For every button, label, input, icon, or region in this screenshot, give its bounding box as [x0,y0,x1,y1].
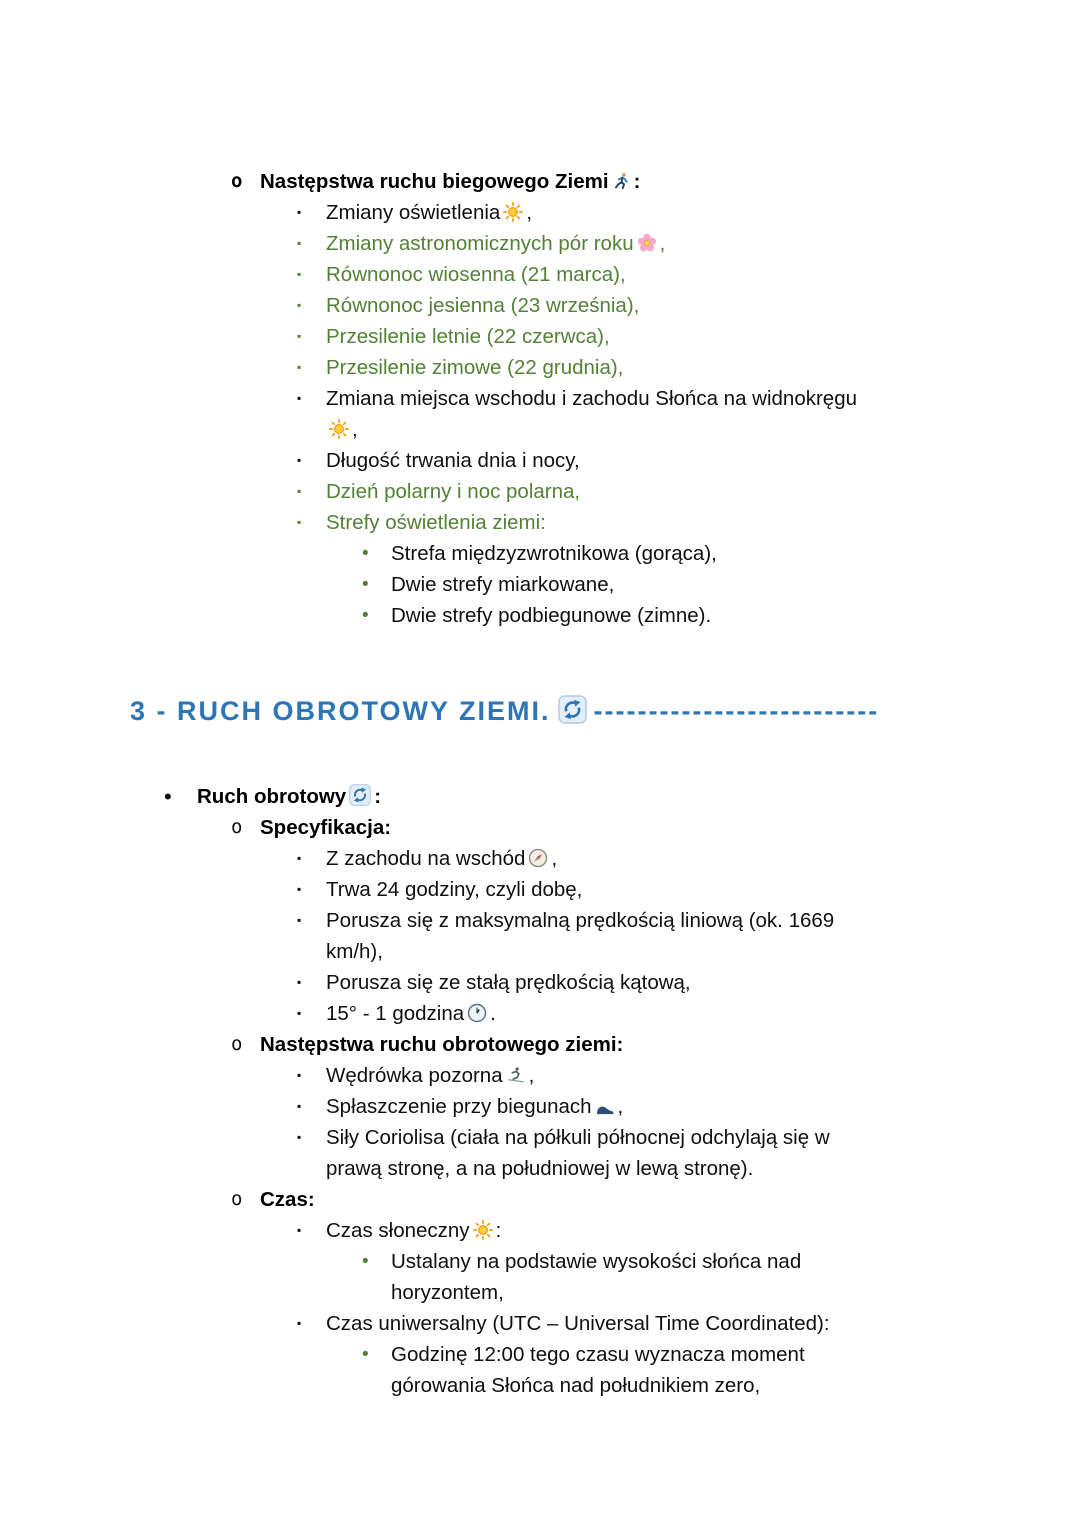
square-bullet: ▪ [297,267,302,281]
item-tail: . [490,1002,496,1025]
list-item [0,1246,1080,1308]
disc-bullet: • [164,784,172,809]
flat-shoe-icon [595,1103,615,1116]
list-item [0,166,1080,197]
list-item [0,781,1080,812]
list-item [0,1215,1080,1246]
item-text: Specyfikacja: [260,816,392,839]
list-item [0,1308,1080,1339]
square-bullet: ▪ [297,882,302,896]
item-text: Zmiany oświetlenia [326,201,501,224]
sun-icon [473,1220,493,1240]
square-bullet: ▪ [297,1068,302,1082]
item-text: Długość trwania dnia i nocy, [326,449,580,472]
item-text: Wędrówka pozorna [326,1064,503,1087]
item-tail: , [526,201,533,224]
dot-bullet: • [362,574,369,595]
item-text: Siły Coriolisa (ciała na półkuli północnej odchylają się w [326,1126,830,1149]
item-text: Godzinę 12:00 tego czasu wyznacza moment [391,1343,805,1366]
item-text: Równonoc wiosenna (21 marca), [326,263,626,286]
item-text: Następstwa ruchu biegowego Ziemi [260,170,609,193]
square-bullet: ▪ [297,391,302,405]
square-bullet: ▪ [297,1006,302,1020]
square-bullet: ▪ [297,851,302,865]
list-item [0,259,1080,290]
item-tail: , [659,232,666,255]
item-text: Równonoc jesienna (23 września), [326,294,640,317]
list-item [0,843,1080,874]
list-item [0,812,1080,843]
clock-icon [467,1003,487,1023]
list-item [0,507,1080,538]
item-text: prawą stronę, a na południowej w lewą stronę). [326,1157,754,1180]
list-item [0,1060,1080,1091]
item-tail: , [551,847,558,870]
item-text: Zmiana miejsca wschodu i zachodu Słońca na widnokręgu [326,387,858,410]
list-item [0,998,1080,1029]
item-text: Przesilenie letnie (22 czerwca), [326,325,610,348]
square-bullet: ▪ [297,329,302,343]
item-text: Spłaszczenie przy biegunach [326,1095,592,1118]
dot-bullet: • [362,543,369,564]
item-text: Czas słoneczny [326,1219,470,1242]
list-item [0,967,1080,998]
compass-icon [528,848,548,868]
item-text: Czas: [260,1188,315,1211]
blossom-icon [637,233,657,253]
square-bullet: ▪ [297,975,302,989]
runner-icon [612,172,631,191]
item-tail: , [528,1064,535,1087]
list-item [0,1184,1080,1215]
square-bullet: ▪ [297,1223,302,1237]
item-text: Ruch obrotowy [197,785,347,808]
list-item [0,1091,1080,1122]
square-bullet: ▪ [297,1099,302,1113]
list-item [0,290,1080,321]
item-tail: : [495,1219,502,1242]
square-bullet: ▪ [297,515,302,529]
sun-icon [329,419,349,439]
list-item [0,352,1080,383]
item-text: Czas uniwersalny (UTC – Universal Time Coordinated): [326,1312,830,1335]
skier-icon [506,1066,526,1085]
list-item [0,476,1080,507]
dot-bullet: • [362,605,369,626]
list-item [0,321,1080,352]
list-item [0,600,1080,631]
item-tail: : [374,785,382,808]
section-heading [0,691,1080,731]
list-item [0,1029,1080,1060]
item-text: Ustalany na podstawie wysokości słońca nad [391,1250,802,1273]
item-tail: : [633,170,641,193]
dot-bullet: • [362,1344,369,1365]
list-item [0,905,1080,967]
heading-dashes: -------------------------- [593,696,880,726]
list-item [0,1339,1080,1401]
section-heading-title: 3 - RUCH OBROTOWY ZIEMI. [130,696,551,726]
circle-bullet: o [231,170,243,192]
item-text: Porusza się ze stałą prędkością kątową, [326,971,691,994]
item-text: km/h), [326,940,383,963]
square-bullet: ▪ [297,1316,302,1330]
list-item [0,445,1080,476]
item-text: Porusza się z maksymalną prędkością liniową (ok. 1669 [326,909,835,932]
list-item [0,538,1080,569]
item-text: Dzień polarny i noc polarna, [326,480,581,503]
item-text: Następstwa ruchu obrotowego ziemi: [260,1033,624,1056]
square-bullet: ▪ [297,484,302,498]
item-text: górowania Słońca nad południkiem zero, [391,1374,761,1397]
square-bullet: ▪ [297,453,302,467]
square-bullet: ▪ [297,236,302,250]
item-tail: , [352,418,358,441]
item-text: Strefy oświetlenia ziemi: [326,511,546,534]
item-text: Zmiany astronomicznych pór roku [326,232,634,255]
list-item [0,383,1080,445]
dot-bullet: • [362,1251,369,1272]
item-text: Dwie strefy miarkowane, [391,573,615,596]
square-bullet: ▪ [297,1130,302,1144]
list-item [0,228,1080,259]
circle-bullet: o [231,1033,243,1055]
sun-icon [503,202,523,222]
list-item [0,569,1080,600]
rotate-arrows-icon [349,784,371,806]
item-text: horyzontem, [391,1281,504,1304]
square-bullet: ▪ [297,360,302,374]
square-bullet: ▪ [297,298,302,312]
item-text: Trwa 24 godziny, czyli dobę, [326,878,583,901]
item-text: Przesilenie zimowe (22 grudnia), [326,356,624,379]
list-item [0,197,1080,228]
circle-bullet: o [231,816,243,838]
item-text: Z zachodu na wschód [326,847,526,870]
circle-bullet: o [231,1188,243,1210]
list-item [0,1122,1080,1184]
item-text: Dwie strefy podbiegunowe (zimne). [391,604,712,627]
item-text: Strefa międzyzwrotnikowa (gorąca), [391,542,717,565]
item-text: 15° - 1 godzina [326,1002,465,1025]
rotate-arrows-icon [558,695,587,724]
square-bullet: ▪ [297,205,302,219]
list-item [0,874,1080,905]
square-bullet: ▪ [297,913,302,927]
item-tail: , [617,1095,624,1118]
